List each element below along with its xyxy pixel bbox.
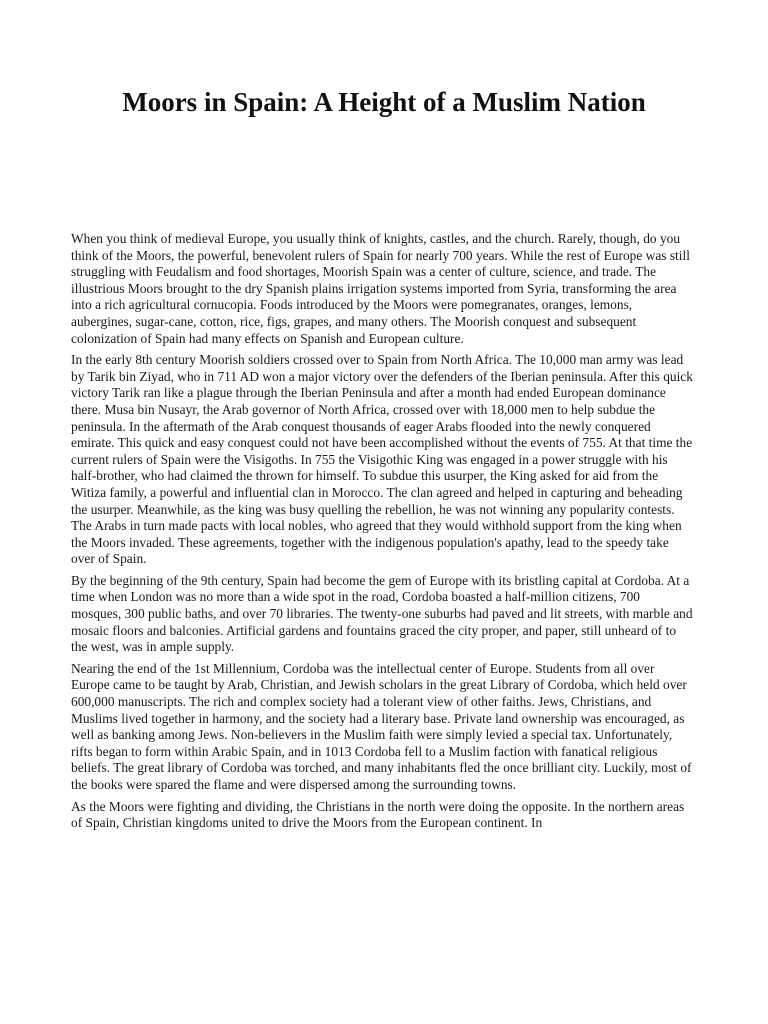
paragraph-3: By the beginning of the 9th century, Spain had become the gem of Europe with its bristling capital at Cordoba. At a time when London was no more than a wide spot in the road, Cordoba boasted a half-million citizens, 700 mosques, 300 public baths, and over 70 libraries. The twenty-one suburbs had paved and lit streets, with marble and mosaic floors and balconies. Artificial gardens and fountains graced the city proper, and paper, still unheard of to the west, was in ample supply. [71,572,693,655]
document-body [71,231,693,837]
paragraph-4: Nearing the end of the 1st Millennium, Cordoba was the intellectual center of Europe. Students from all over Europe came to be taught by Arab, Christian, and Jewish scholars in the great Library of Cordoba, which held over 600,000 manuscripts. The rich and complex society had a tolerant view of other faiths. Jews, Christians, and Muslims lived together in harmony, and the society had a literary base. Private land ownership was encouraged, as well as banking among Jews. Non-believers in the Muslim faith were simply levied a special tax. Unfortunately, rifts began to form within Arabic Spain, and in 1013 Cordoba fell to a Muslim faction with fanatical religious beliefs. The great library of Cordoba was torched, and many inhabitants fled the once brilliant city. Luckily, most of the books were spared the flame and were dispersed among the surrounding towns. [71,660,692,792]
paragraph-2: In the early 8th century Moorish soldiers crossed over to Spain from North Africa. The 10,000 man army was lead by Tarik bin Ziyad, who in 711 AD won a major victory over the defenders of the Iberian peninsula. After this quick victory Tarik ran like a plague through the Iberian Peninsula and after a month had ended European dominance there. Musa bin Nusayr, the Arab governor of North Africa, crossed over with 18,000 men to help subdue the peninsula. In the aftermath of the Arab conquest thousands of eager Arabs flooded into the newly conquered emirate. This quick and easy conquest could not have been accomplished without the events of 755. At that time the current rulers of Spain were the Visigoths. In 755 the Visigothic King was engaged in a power struggle with his half-brother, who had claimed the thrown for himself. To subdue this usurper, the King asked for aid from the Witiza family, a powerful and influential clan in Morocco. The clan agreed and helped in capturing and beheading the usurper. Meanwhile, as the king was busy quelling the rebellion, he was not winning any popularity contests. The Arabs in turn made pacts with local nobles, who agreed that they would withhold support from the king when the Moors invaded. These agreements, together with the indigenous population's apathy, lead to the speedy take over of Spain. [71,352,693,567]
page-title: Moors in Spain: A Height of a Muslim Nation [122,87,646,117]
paragraph-5: As the Moors were fighting and dividing, the Christians in the north were doing the opposite. In the northern areas of Spain, Christian kingdoms united to drive the Moors from the European continent. In [71,798,685,831]
paragraph-1: When you think of medieval Europe, you usually think of knights, castles, and the church. Rarely, though, do you think of the Moors, the powerful, benevolent rulers of Spain for nearly 700 years. While the rest of Europe was still struggling with Feudalism and food shortages, Moorish Spain was a center of culture, science, and trade. The illustrious Moors brought to the dry Spanish plains irrigation systems imported from Syria, transforming the area into a rich agricultural cornucopia. Foods introduced by the Moors were pomegranates, oranges, lemons, aubergines, sugar-cane, cotton, rice, figs, grapes, and many others. The Moorish conquest and subsequent colonization of Spain had many effects on Spanish and European culture. [71,231,690,346]
